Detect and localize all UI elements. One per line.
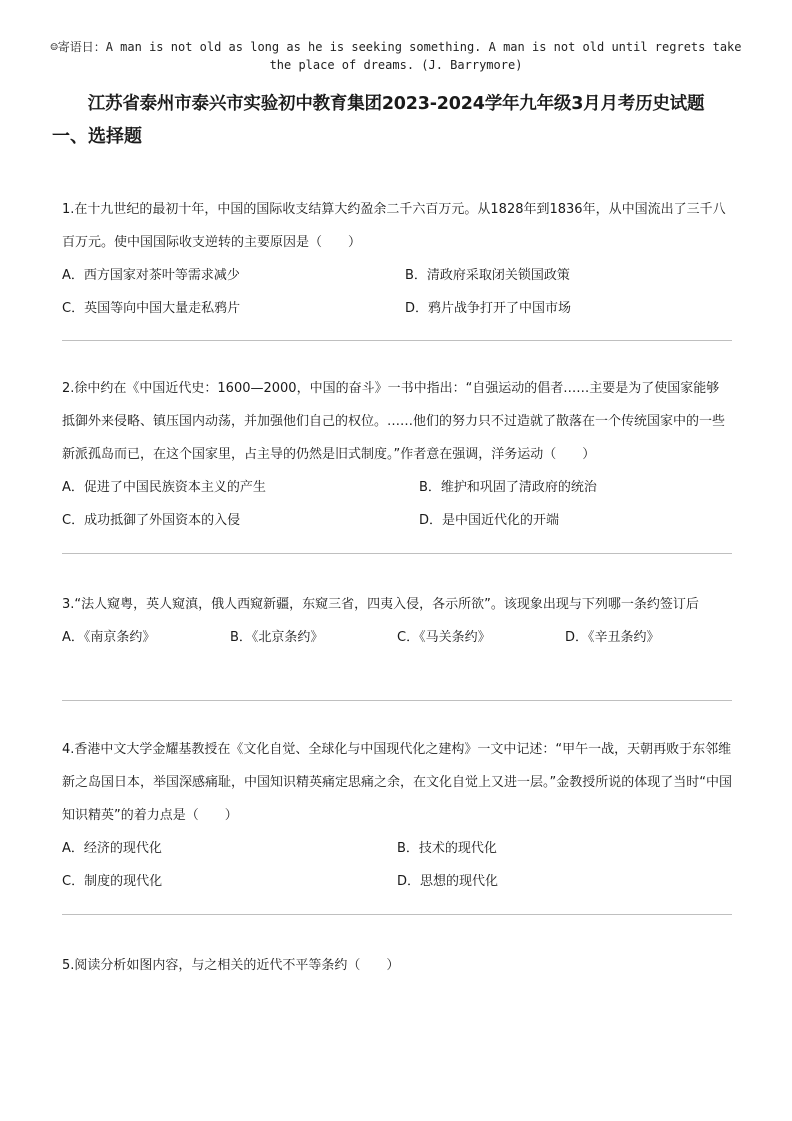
question-stem: 4.香港中文大学金耀基教授在《文化自觉、全球化与中国现代化之建构》一文中记述：“甲午一战，天朝再败于东邻维新之岛国日本，举国深感痛耻，中国知识精英痛定思痛之余，在文化自觉上又进一层。”金教授所说的体现了当时“中国知识精英”的着力点是（ ） [62, 742, 732, 823]
option-a[interactable]: A．经济的现代化 [62, 841, 162, 856]
question-stem: 5.阅读分析如图内容，与之相关的近代不平等条约（ ） [62, 958, 400, 973]
option-c[interactable]: C．《马关条约》 [397, 630, 491, 645]
option-c[interactable]: C．成功抵御了外国资本的入侵 [62, 513, 241, 528]
option-a[interactable]: A．西方国家对茶叶等需求减少 [62, 268, 240, 283]
question-stem: 3.“法人窥粤，英人窥滇，俄人西窥新疆，东窥三省，四夷入侵，各示所欲”。该现象出现与下列哪一条约签订后 [62, 597, 699, 612]
question-5 [62, 949, 732, 982]
option-row [62, 504, 732, 537]
question-stem: 2.徐中约在《中国近代史：1600—2000，中国的奋斗》一书中指出：“自强运动的倡者……主要是为了使国家能够抵御外来侵略、镇压国内动荡，并加强他们自己的权位。……他们的努力只不过造就了散落在一个传统国家中的一些新派孤岛而已，在这个国家里，占主导的仍然是旧式制度。”作者意在强调，洋务运动（ ） [62, 381, 726, 462]
question-4 [62, 733, 732, 898]
divider [62, 553, 732, 554]
section-heading: 一、选择题 [52, 126, 142, 147]
question-stem: 1.在十九世纪的最初十年，中国的国际收支结算大约盈余二千六百万元。从1828年到1836年，从中国流出了三千八百万元。使中国国际收支逆转的主要原因是（ ） [62, 202, 726, 250]
option-a[interactable]: A．促进了中国民族资本主义的产生 [62, 480, 266, 495]
option-b[interactable]: B．维护和巩固了清政府的统治 [419, 480, 597, 495]
option-row [62, 471, 732, 504]
option-a[interactable]: A．《南京条约》 [62, 630, 156, 645]
divider [62, 700, 732, 701]
option-b[interactable]: B．清政府采取闭关锁国政策 [405, 268, 570, 283]
motto-header: ☺寄语日：A man is not old as long as he is seeking something. A man is not old until regrets take the place of dreams. (J. Barrymore) [50, 40, 742, 72]
option-row [62, 621, 732, 654]
option-d[interactable]: D．鸦片战争打开了中国市场 [405, 301, 572, 316]
option-c[interactable]: C．制度的现代化 [62, 874, 163, 889]
option-row [62, 292, 732, 325]
option-c[interactable]: C．英国等向中国大量走私鸦片 [62, 301, 241, 316]
option-b[interactable]: B．技术的现代化 [397, 841, 497, 856]
question-2 [62, 372, 732, 537]
option-d[interactable]: D．思想的现代化 [397, 874, 499, 889]
divider [62, 914, 732, 915]
question-3 [62, 588, 732, 654]
option-d[interactable]: D．《辛丑条约》 [565, 630, 660, 645]
option-row [62, 259, 732, 292]
page-title: 江苏省泰州市泰兴市实验初中教育集团2023-2024学年九年级3月月考历史试题 [87, 94, 705, 114]
question-1 [62, 193, 732, 325]
divider [62, 340, 732, 341]
option-row [62, 832, 732, 865]
option-b[interactable]: B．《北京条约》 [230, 630, 324, 645]
option-row [62, 865, 732, 898]
option-d[interactable]: D．是中国近代化的开端 [419, 513, 560, 528]
